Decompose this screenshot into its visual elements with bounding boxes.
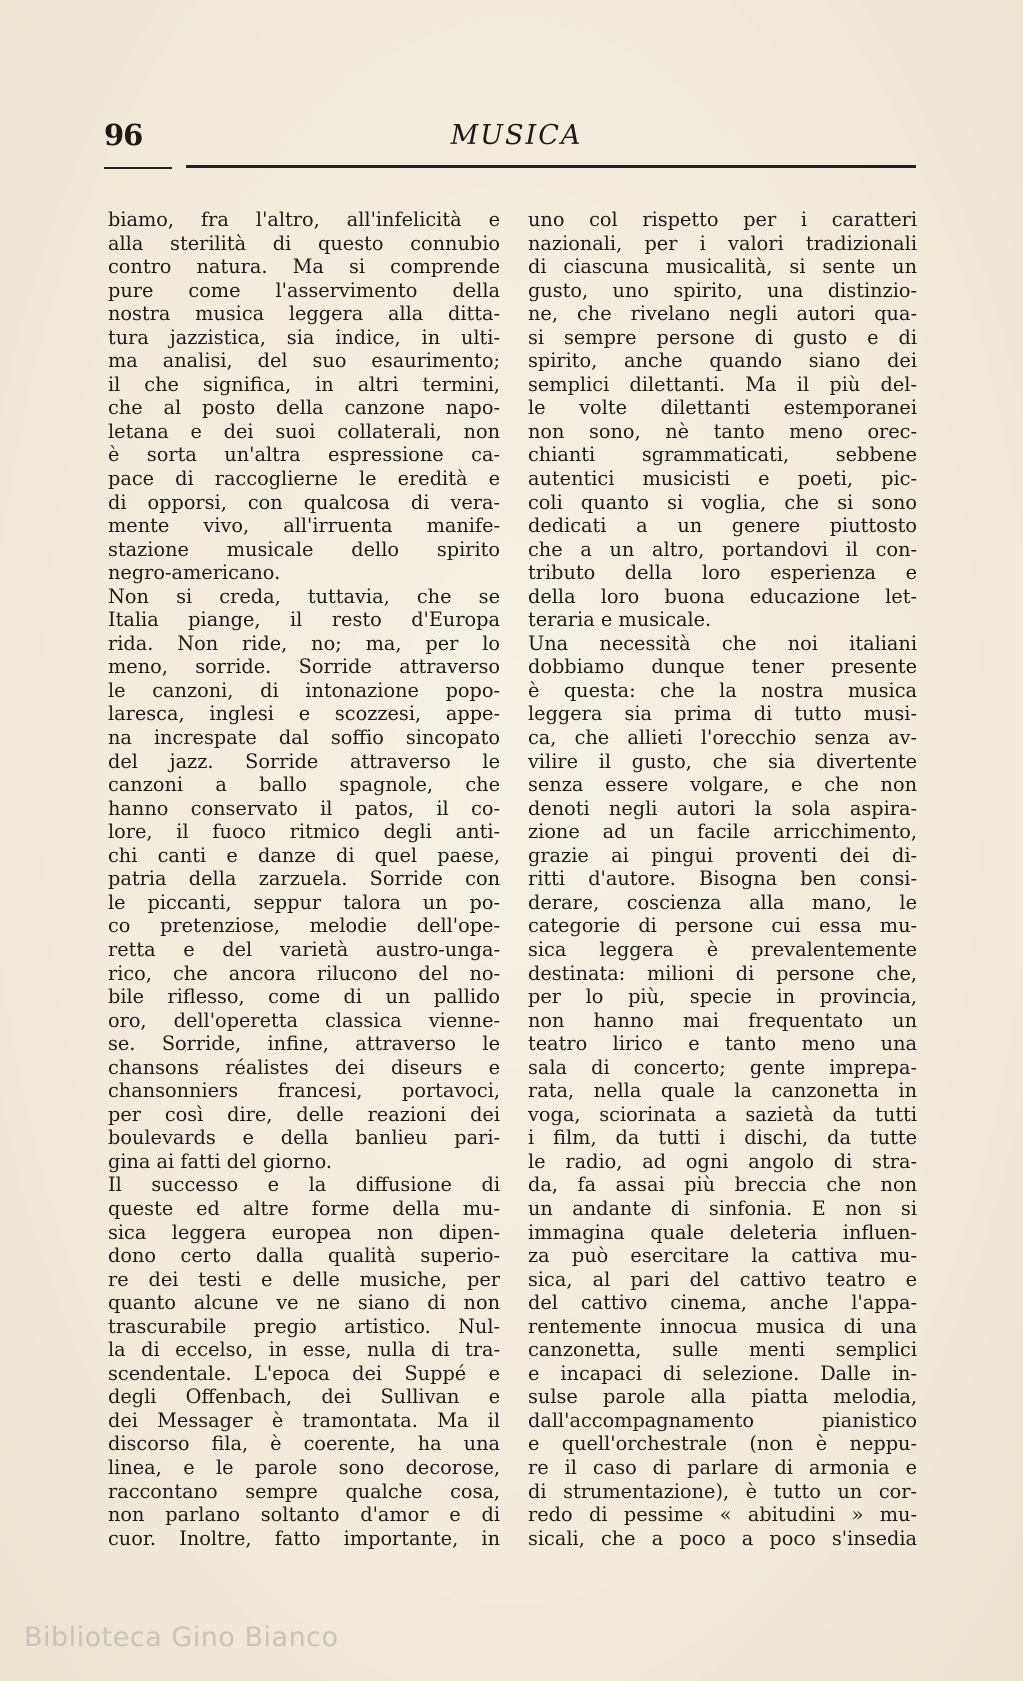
- text-line: non hanno mai frequentato un: [528, 1008, 917, 1032]
- text-line: dall'accompagnamento pianistico: [528, 1408, 917, 1432]
- text-line: di opporsi, con qualcosa di vera-: [108, 490, 500, 514]
- text-line: il che significa, in altri termini,: [108, 372, 500, 396]
- text-line: coli quanto si voglia, che si sono: [528, 490, 917, 514]
- text-line: le piccanti, seppur talora un po-: [108, 890, 500, 914]
- text-line: ca, che allieti l'orecchio senza av-: [528, 726, 917, 750]
- text-line: biamo, fra l'altro, all'infelicità e: [108, 208, 500, 231]
- text-line: re dei testi e delle musiche, per: [108, 1267, 500, 1291]
- text-line: hanno conservato il patos, il co-: [108, 796, 500, 820]
- text-line: Il successo e la diffusione di: [108, 1173, 500, 1197]
- text-line: sica, al pari del cattivo teatro e: [528, 1267, 917, 1291]
- text-line: da, fa assai più breccia che non: [528, 1173, 917, 1197]
- text-line: Una necessità che noi italiani: [528, 631, 917, 655]
- right-text-column: [528, 208, 917, 1550]
- text-line: senza essere volgare, e che non: [528, 773, 917, 797]
- text-line: che al posto della canzone napo-: [108, 396, 500, 420]
- text-line: patria della zarzuela. Sorride con: [108, 867, 500, 891]
- text-line: dobbiamo dunque tener presente: [528, 655, 917, 679]
- text-line: re il caso di parlare di armonia e: [528, 1455, 917, 1479]
- text-line: nostra musica leggera alla ditta-: [108, 302, 500, 326]
- text-line: del jazz. Sorride attraverso le: [108, 749, 500, 773]
- text-line: le volte dilettanti estemporanei: [528, 396, 917, 420]
- text-line: teraria e musicale.: [528, 608, 712, 632]
- text-line: pure come l'asservimento della: [108, 278, 500, 302]
- text-line: è questa: che la nostra musica: [528, 678, 917, 702]
- text-line: zione ad un facile arricchimento,: [528, 820, 917, 844]
- text-line: dei Messager è tramontata. Ma il: [108, 1408, 500, 1432]
- text-line: non parlano soltanto d'amor e di: [108, 1503, 500, 1527]
- text-line: oro, dell'operetta classica vienne-: [108, 1008, 500, 1032]
- text-line: negro-americano.: [108, 561, 281, 585]
- text-line: rata, nella quale la canzonetta in: [528, 1079, 917, 1103]
- text-line: Non si creda, tuttavia, che se: [108, 584, 500, 608]
- text-line: leggera sia prima di tutto musi-: [528, 702, 917, 726]
- text-line: e incapaci di selezione. Dalle in-: [528, 1361, 917, 1385]
- text-line: destinata: milioni di persone che,: [528, 961, 917, 985]
- text-line: derare, coscienza alla mano, le: [528, 890, 917, 914]
- text-line: gina ai fatti del giorno.: [108, 1149, 332, 1173]
- text-line: è sorta un'altra espressione ca-: [108, 443, 500, 467]
- text-line: Italia piange, il resto d'Europa: [108, 608, 500, 632]
- text-line: na increspate dal soffio sincopato: [108, 726, 500, 750]
- text-line: di ciascuna musicalità, si sente un: [528, 255, 917, 279]
- text-line: nazionali, per i valori tradizionali: [528, 231, 917, 255]
- text-line: sala di concerto; gente imprepa-: [528, 1055, 917, 1079]
- text-line: chansonniers francesi, portavoci,: [108, 1079, 500, 1103]
- text-line: spirito, anche quando siano dei: [528, 349, 917, 373]
- header-rule-long: [186, 165, 916, 168]
- text-line: non sono, nè tanto meno orec-: [528, 419, 917, 443]
- text-line: retta e del varietà austro-unga-: [108, 937, 500, 961]
- text-line: cuor. Inoltre, fatto importante, in: [108, 1526, 500, 1550]
- text-line: queste ed altre forme della mu-: [108, 1196, 500, 1220]
- text-line: un andante di sinfonia. E non si: [528, 1196, 917, 1220]
- text-line: contro natura. Ma si comprende: [108, 255, 500, 279]
- text-line: meno, sorride. Sorride attraverso: [108, 655, 500, 679]
- text-line: le canzoni, di intonazione popo-: [108, 678, 500, 702]
- text-line: che a un altro, portandovi il con-: [528, 537, 917, 561]
- text-line: sica leggera è prevalentemente: [528, 937, 917, 961]
- text-line: mente vivo, all'irruenta manife-: [108, 514, 500, 538]
- text-line: redo di pessime « abitudini » mu-: [528, 1503, 917, 1527]
- text-line: co pretenziose, melodie dell'ope-: [108, 914, 500, 938]
- text-line: dedicati a un genere piuttosto: [528, 514, 917, 538]
- text-line: denoti negli autori la sola aspira-: [528, 796, 917, 820]
- text-line: semplici dilettanti. Ma il più del-: [528, 372, 917, 396]
- text-line: voga, sciorinata a sazietà da tutti: [528, 1102, 917, 1126]
- text-line: ritti d'autore. Bisogna ben consi-: [528, 867, 917, 891]
- text-line: gusto, uno spirito, una distinzio-: [528, 278, 917, 302]
- page-number: 96: [104, 118, 143, 152]
- text-line: dono certo dalla qualità superio-: [108, 1244, 500, 1268]
- text-line: uno col rispetto per i caratteri: [528, 208, 917, 231]
- text-line: degli Offenbach, dei Sullivan e: [108, 1385, 500, 1409]
- text-line: sica leggera europea non dipen-: [108, 1220, 500, 1244]
- text-line: stazione musicale dello spirito: [108, 537, 500, 561]
- text-line: teatro lirico e tanto meno una: [528, 1032, 917, 1056]
- text-line: trascurabile pregio artistico. Nul-: [108, 1314, 500, 1338]
- text-line: della loro buona educazione let-: [528, 584, 917, 608]
- running-title: MUSICA: [450, 120, 583, 151]
- text-line: scendentale. L'epoca dei Suppé e: [108, 1361, 500, 1385]
- left-text-column: [108, 208, 500, 1550]
- text-line: raccontano sempre qualche cosa,: [108, 1479, 500, 1503]
- text-line: per così dire, delle reazioni dei: [108, 1102, 500, 1126]
- text-line: canzonetta, sulle menti semplici: [528, 1338, 917, 1362]
- text-line: ma analisi, del suo esaurimento;: [108, 349, 500, 373]
- text-line: grazie ai pingui proventi dei di-: [528, 843, 917, 867]
- text-line: del cattivo cinema, anche l'appa-: [528, 1291, 917, 1315]
- header-rule-short: [104, 167, 172, 169]
- text-line: le radio, ad ogni angolo di stra-: [528, 1149, 917, 1173]
- text-line: se. Sorride, infine, attraverso le: [108, 1032, 500, 1056]
- text-line: immagina quale deleteria influen-: [528, 1220, 917, 1244]
- text-line: per lo più, specie in provincia,: [528, 985, 917, 1009]
- text-line: letana e dei suoi collaterali, non: [108, 419, 500, 443]
- text-line: sicali, che a poco a poco s'insedia: [528, 1526, 917, 1550]
- text-line: si sempre persone di gusto e di: [528, 325, 917, 349]
- text-line: chansons réalistes dei diseurs e: [108, 1055, 500, 1079]
- library-watermark: Biblioteca Gino Bianco: [24, 1622, 339, 1653]
- text-line: rico, che ancora rilucono del no-: [108, 961, 500, 985]
- text-line: discorso fila, è coerente, ha una: [108, 1432, 500, 1456]
- text-line: boulevards e della banlieu pari-: [108, 1126, 500, 1150]
- text-line: za può esercitare la cattiva mu-: [528, 1244, 917, 1268]
- text-line: laresca, inglesi e scozzesi, appe-: [108, 702, 500, 726]
- text-line: chianti sgrammaticati, sebbene: [528, 443, 917, 467]
- text-line: di strumentazione), è tutto un cor-: [528, 1479, 917, 1503]
- text-line: rentemente innocua musica di una: [528, 1314, 917, 1338]
- text-line: canzoni a ballo spagnole, che: [108, 773, 500, 797]
- text-line: vilire il gusto, che sia divertente: [528, 749, 917, 773]
- text-line: tributo della loro esperienza e: [528, 561, 917, 585]
- text-line: bile riflesso, come di un pallido: [108, 985, 500, 1009]
- text-line: lore, il fuoco ritmico degli anti-: [108, 820, 500, 844]
- text-line: sulse parole alla piatta melodia,: [528, 1385, 917, 1409]
- text-line: quanto alcune ve ne siano di non: [108, 1291, 500, 1315]
- text-line: chi canti e danze di quel paese,: [108, 843, 500, 867]
- text-line: autentici musicisti e poeti, pic-: [528, 467, 917, 491]
- text-line: i film, da tutti i dischi, da tutte: [528, 1126, 917, 1150]
- text-line: alla sterilità di questo connubio: [108, 231, 500, 255]
- text-line: ne, che rivelano negli autori qua-: [528, 302, 917, 326]
- text-line: e quell'orchestrale (non è neppu-: [528, 1432, 917, 1456]
- text-line: linea, e le parole sono decorose,: [108, 1455, 500, 1479]
- text-line: tura jazzistica, sia indice, in ulti-: [108, 325, 500, 349]
- text-line: rida. Non ride, no; ma, per lo: [108, 631, 500, 655]
- text-line: categorie di persone cui essa mu-: [528, 914, 917, 938]
- text-line: pace di raccoglierne le eredità e: [108, 467, 500, 491]
- text-line: la di eccelso, in esse, nulla di tra-: [108, 1338, 500, 1362]
